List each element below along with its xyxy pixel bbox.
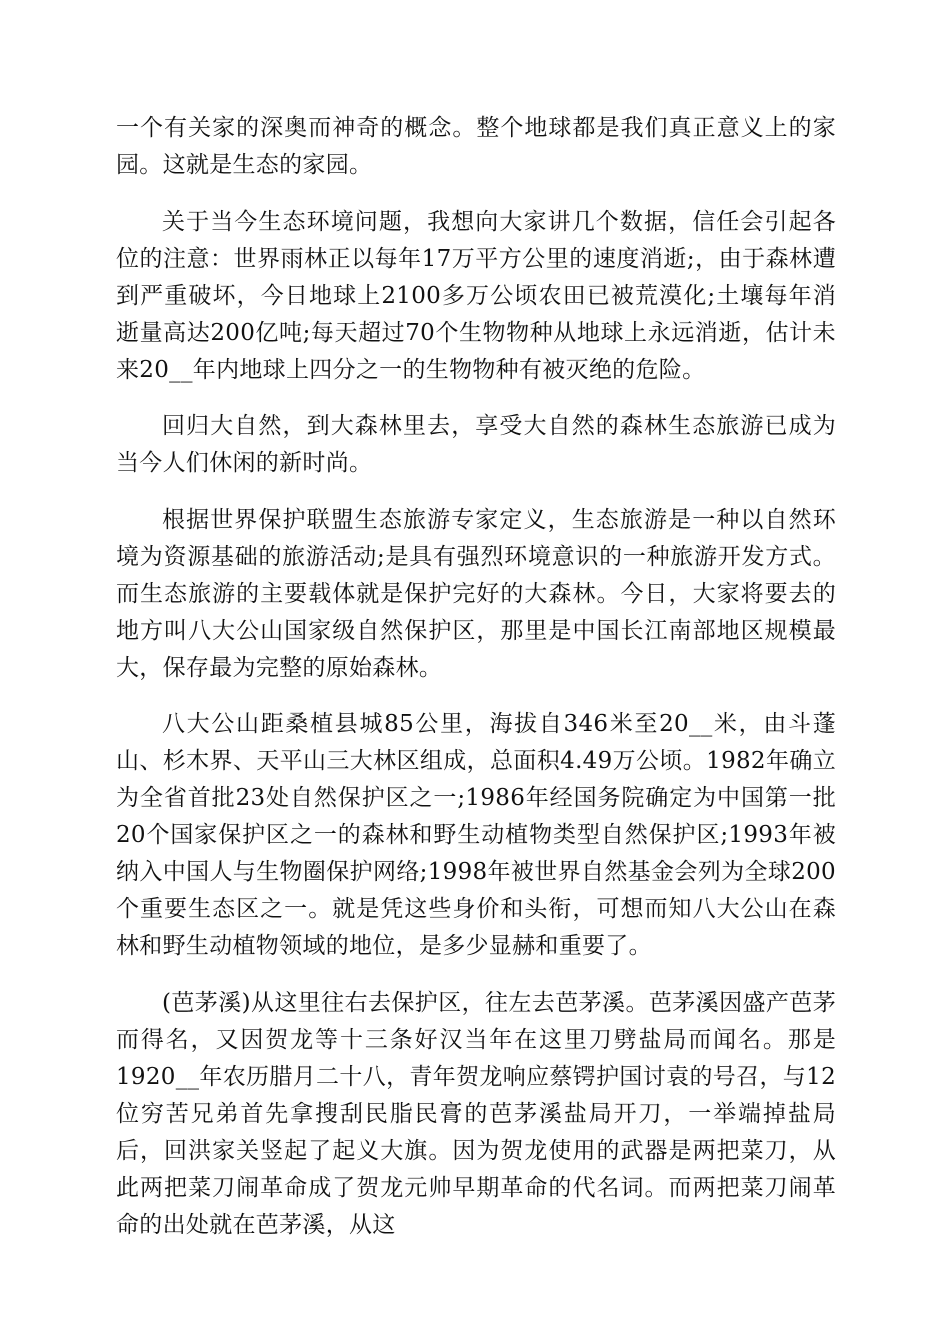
paragraph-3: 回归大自然，到大森林里去，享受大自然的森林生态旅游已成为当今人们休闲的新时尚。 <box>116 413 836 476</box>
paragraph-1: 一个有关家的深奥而神奇的概念。整个地球都是我们真正意义上的家园。这就是生态的家园。 <box>116 115 836 178</box>
paragraph-5: 八大公山距桑植县城85公里，海拔自346米至20__米，由斗蓬山、杉木界、天平山三大林区组成，总面积4.49万公顷。1982年确立为全省首批23处自然保护区之一;1986年经国务院确定为中国第一批20个国家保护区之一的森林和野生动植物类型自然保护区;1993年被纳入中国人与生物圈保护网络;1998年被世界自然基金会列为全球200个重要生态区之一。就是凭这些身价和头衔，可想而知八大公山在森林和野生动植物领域的地位，是多少显赫和重要了。 <box>116 711 836 959</box>
document-body <box>116 110 836 1263</box>
paragraph-6: (芭茅溪)从这里往右去保护区，往左去芭茅溪。芭茅溪因盛产芭茅而得名，又因贺龙等十三条好汉当年在这里刀劈盐局而闻名。那是1920__年农历腊月二十八，青年贺龙响应蔡锷护国讨袁的号召，与12位穷苦兄弟首先拿搜刮民脂民膏的芭茅溪盐局开刀，一举端掉盐局后，回洪家关竖起了起义大旗。因为贺龙使用的武器是两把菜刀，从此两把菜刀闹革命成了贺龙元帅早期革命的代名词。而两把菜刀闹革命的出处就在芭茅溪，从这 <box>116 989 836 1238</box>
paragraph-2: 关于当今生态环境问题，我想向大家讲几个数据，信任会引起各位的注意：世界雨林正以每年17万平方公里的速度消逝;，由于森林遭到严重破坏，今日地球上2100多万公顷农田已被荒漠化;土壤每年消逝量高达200亿吨;每天超过70个生物物种从地球上永远消逝，估计未来20__年内地球上四分之一的生物物种有被灭绝的危险。 <box>116 208 836 383</box>
paragraph-4: 根据世界保护联盟生态旅游专家定义，生态旅游是一种以自然环境为资源基础的旅游活动;是具有强烈环境意识的一种旅游开发方式。而生态旅游的主要载体就是保护完好的大森林。今日，大家将要去的地方叫八大公山国家级自然保护区，那里是中国长江南部地区规模最大，保存最为完整的原始森林。 <box>116 506 836 681</box>
